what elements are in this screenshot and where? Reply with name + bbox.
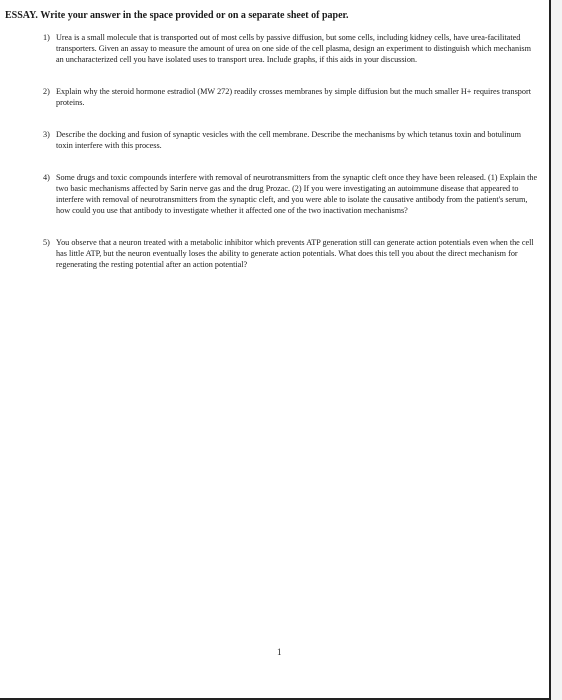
question-text: Urea is a small molecule that is transported out of most cells by passive diffusion, but some cells, including kidney cells, have urea-facilitated transporters. Given an assay to measure the amount of urea on one side of the cell plasma, design an experiment to distinguish which mechanism an uncharacterized cell you have isolated uses to transport urea. Include graphs, if this aids in your discussion.: [56, 33, 531, 64]
question-text: You observe that a neuron treated with a metabolic inhibitor which prevents ATP generation still can generate action potentials even when the cell has little ATP, but the neuron eventually loses the ability to generate action potentials. What does this tell you about the direct mechanism for regenerating the resting potential after an action potential?: [56, 238, 534, 269]
question-1: [43, 32, 538, 65]
page-number: 1: [277, 647, 282, 657]
question-text: Describe the docking and fusion of synaptic vesicles with the cell membrane. Describe the mechanisms by which tetanus toxin and botulinum toxin interfere with this process.: [56, 130, 521, 150]
question-list: [43, 32, 538, 270]
question-number: 1): [43, 33, 50, 42]
question-3: [43, 129, 538, 151]
question-2: [43, 86, 538, 108]
page-edge: [551, 0, 562, 700]
question-number: 5): [43, 238, 50, 247]
question-number: 2): [43, 87, 50, 96]
question-4: [43, 172, 538, 216]
question-text: Some drugs and toxic compounds interfere with removal of neurotransmitters from the synaptic cleft once they have been released. (1) Explain the two basic mechanisms affected by Sarin nerve gas and the drug Prozac. (2) If you were investigating an autoimmune disease that appeared to interfere with removal of neurotransmitters from the synaptic cleft, and you were able to isolate the causative antibody from the patient's serum, how could you use that antibody to investigate whether it affected one of the two inactivation mechanisms?: [56, 173, 538, 215]
question-text: Explain why the steroid hormone estradiol (MW 272) readily crosses membranes by simple diffusion but the much smaller H+ requires transport proteins.: [56, 87, 531, 107]
question-number: 3): [43, 130, 50, 139]
essay-header: [5, 10, 349, 22]
essay-label: ESSAY.: [5, 10, 38, 21]
question-5: [43, 237, 538, 270]
essay-instruction: Write your answer in the space provided or on a separate sheet of paper.: [40, 10, 349, 21]
question-number: 4): [43, 173, 50, 182]
